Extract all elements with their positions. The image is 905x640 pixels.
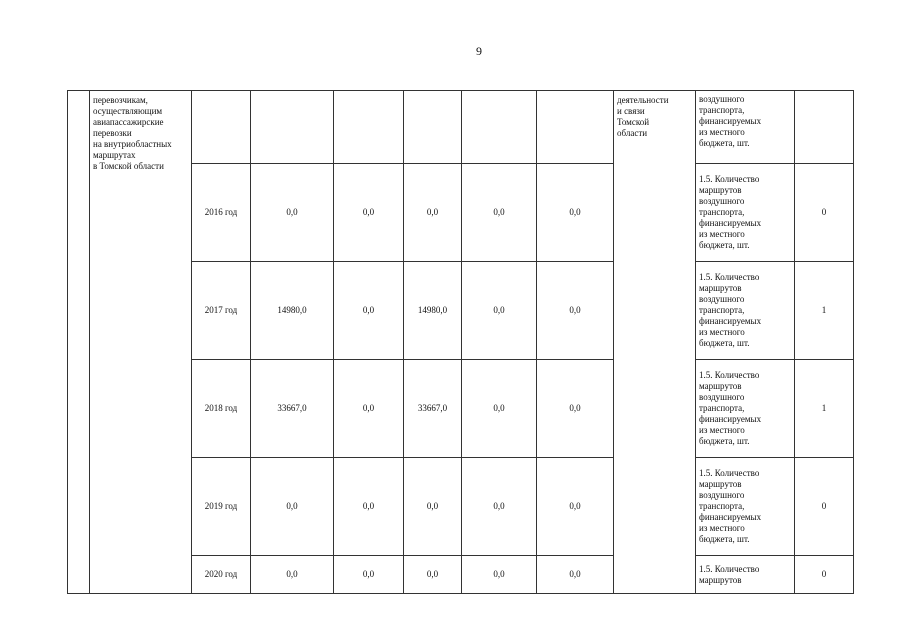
value-cell: 1 (795, 360, 854, 458)
federal-cell: 0,0 (334, 164, 404, 262)
indicator-cell (696, 164, 795, 262)
other-cell: 0,0 (537, 262, 614, 360)
empty-cell (192, 91, 251, 164)
empty-cell (251, 91, 334, 164)
other-cell: 0,0 (537, 556, 614, 594)
regional-cell: 14980,0 (404, 262, 462, 360)
federal-cell: 0,0 (334, 262, 404, 360)
indicator-text: 1.5. Количество маршрутов воздушного транспорта, финансируемых из местного бюджета, шт. (699, 272, 762, 348)
total-cell: 0,0 (251, 164, 334, 262)
federal-cell: 0,0 (334, 360, 404, 458)
value-cell: 0 (795, 164, 854, 262)
other-cell: 0,0 (537, 164, 614, 262)
empty-cell (404, 91, 462, 164)
total-cell: 0,0 (251, 556, 334, 594)
empty-cell (334, 91, 404, 164)
other-cell: 0,0 (537, 458, 614, 556)
indicator-text: 1.5. Количество маршрутов воздушного транспорта, финансируемых из местного бюджета, шт. (699, 174, 762, 250)
measure-name-cell (90, 91, 192, 594)
federal-cell: 0,0 (334, 556, 404, 594)
indicator-cell (696, 262, 795, 360)
responsible-text: деятельности и связи Томской области (617, 95, 669, 138)
regional-cell: 33667,0 (404, 360, 462, 458)
year-cell: 2017 год (192, 262, 251, 360)
local-cell: 0,0 (462, 458, 537, 556)
local-cell: 0,0 (462, 262, 537, 360)
value-cell: 0 (795, 556, 854, 594)
local-cell: 0,0 (462, 556, 537, 594)
value-cell (795, 91, 854, 164)
responsible-cell (614, 91, 696, 594)
measure-name-text: перевозчикам, осуществляющим авиапассажирские перевозки на внутриобластных маршрутах в Томской области (93, 95, 172, 171)
regional-cell: 0,0 (404, 556, 462, 594)
year-cell: 2016 год (192, 164, 251, 262)
value-cell: 1 (795, 262, 854, 360)
empty-cell (537, 91, 614, 164)
local-cell: 0,0 (462, 164, 537, 262)
indicator-text: 1.5. Количество маршрутов воздушного транспорта, финансируемых из местного бюджета, шт. (699, 370, 762, 446)
indicator-cell (696, 458, 795, 556)
indicator-text: 1.5. Количество маршрутов воздушного транспорта, финансируемых из местного бюджета, шт. (699, 468, 762, 544)
indicator-text: 1.5. Количество маршрутов (699, 563, 760, 585)
total-cell: 33667,0 (251, 360, 334, 458)
year-cell: 2019 год (192, 458, 251, 556)
table-row-continuation (68, 91, 854, 164)
row-number-cell (68, 91, 90, 594)
indicator-text: воздушного транспорта, финансируемых из местного бюджета, шт. (699, 94, 762, 148)
indicator-cell (696, 556, 795, 594)
year-cell: 2020 год (192, 556, 251, 594)
indicator-cell (696, 360, 795, 458)
total-cell: 0,0 (251, 458, 334, 556)
year-cell: 2018 год (192, 360, 251, 458)
value-cell: 0 (795, 458, 854, 556)
other-cell: 0,0 (537, 360, 614, 458)
federal-cell: 0,0 (334, 458, 404, 556)
page-number: 9 (476, 44, 482, 58)
local-cell: 0,0 (462, 360, 537, 458)
total-cell: 14980,0 (251, 262, 334, 360)
regional-cell: 0,0 (404, 164, 462, 262)
indicator-cell (696, 91, 795, 164)
empty-cell (462, 91, 537, 164)
program-table (67, 90, 854, 594)
regional-cell: 0,0 (404, 458, 462, 556)
